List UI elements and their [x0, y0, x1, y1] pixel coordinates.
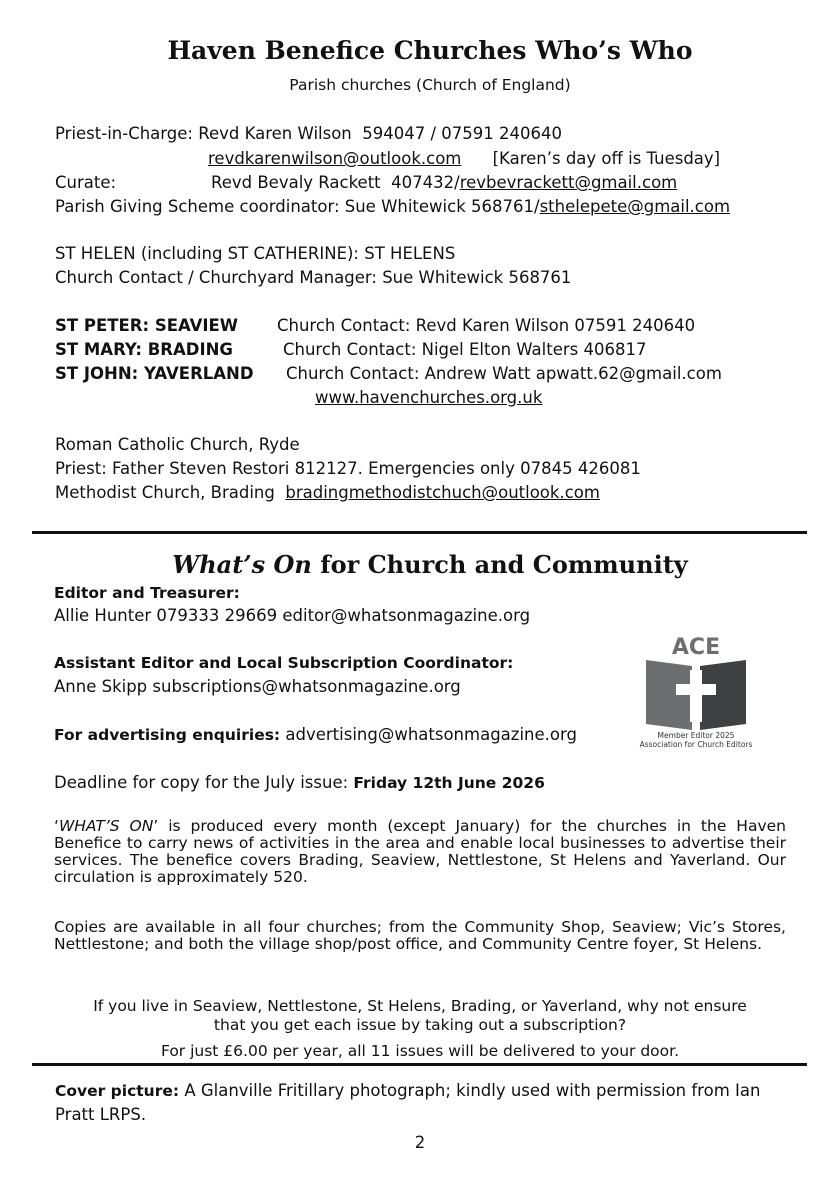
whatson-title-italic: What’s On	[172, 550, 312, 579]
giving-text: Parish Giving Scheme coordinator: Sue Whitewick 568761/	[55, 197, 540, 216]
giving-line	[55, 197, 730, 217]
ace-line-1: Member Editor 2025	[657, 731, 735, 740]
methodist-email-link[interactable]: bradingmethodistchuch@outlook.com	[285, 483, 600, 502]
curate-details	[211, 173, 677, 193]
cover-label: Cover picture:	[55, 1082, 180, 1100]
church-name-st-peter: ST PETER: SEAVIEW	[55, 316, 239, 335]
methodist-label: Methodist Church, Brading	[55, 483, 275, 502]
page-subtitle: Parish churches (Church of England)	[289, 76, 571, 94]
cover-picture-credit	[55, 1079, 805, 1127]
ace-line-2: Association for Church Editors	[639, 740, 753, 749]
methodist-line	[55, 483, 600, 503]
assistant-heading: Assistant Editor and Local Subscription Coordinator:	[54, 654, 514, 672]
church-contact-st-mary: Church Contact: Nigel Elton Walters 406817	[283, 340, 647, 359]
deadline-line	[54, 773, 545, 793]
ace-logo	[628, 630, 764, 752]
rc-priest: Priest: Father Steven Restori 812127. Emergencies only 07845 426081	[55, 459, 641, 478]
priest-label: Priest-in-Charge:	[55, 124, 193, 143]
curate-label: Curate:	[55, 173, 117, 192]
about-title-italic: WHAT’S ON	[58, 817, 154, 835]
st-helen-contact: Church Contact / Churchyard Manager: Sue Whitewick 568761	[55, 268, 572, 287]
about-quote-open: ‘	[54, 817, 59, 835]
ace-acronym: ACE	[671, 635, 721, 660]
priest-note: [Karen’s day off is Tuesday]	[492, 149, 721, 168]
church-name-st-john: ST JOHN: YAVERLAND	[55, 364, 254, 383]
curate-email-link[interactable]: revbevrackett@gmail.com	[459, 173, 678, 192]
about-paragraph	[54, 818, 786, 886]
footer-divider	[32, 1063, 807, 1066]
curate-name: Revd Bevaly Rackett	[211, 173, 381, 192]
advertising-label: For advertising enquiries:	[54, 726, 281, 744]
cover-text: A Glanville Fritillary photograph; kindly used with permission from Ian Pratt LRPS.	[55, 1081, 761, 1124]
copies-paragraph: Copies are available in all four churches; from the Community Shop, Seaview; Vic’s Stores, Nettlestone; and both the village shop/post office, and Community Centre foyer, St Helens.	[54, 918, 786, 953]
priest-name: Revd Karen Wilson	[198, 124, 352, 143]
priest-email-line	[208, 149, 720, 169]
about-text: ’ is produced every month (except January) for the churches in the Haven Benefice to carry news of activities in the area and enable local businesses to advertise their services. The benefice covers Brading, Seaview, Nettlestone, St Helens and Yaverland. Our circulation is approximately 520.	[54, 817, 786, 886]
giving-email-link[interactable]: sthelepete@gmail.com	[539, 197, 731, 216]
editor-heading: Editor and Treasurer:	[54, 584, 240, 602]
ace-book-cross-icon	[628, 630, 764, 752]
curate-phone: 407432/	[391, 173, 460, 192]
subscribe-line-3: For just £6.00 per year, all 11 issues will be delivered to your door.	[160, 1042, 680, 1060]
subscribe-line-2: that you get each issue by taking out a subscription?	[213, 1016, 627, 1034]
priest-phone: 594047 / 07591 240640	[362, 124, 563, 143]
st-helen-heading: ST HELEN (including ST CATHERINE): ST HELENS	[55, 244, 456, 263]
curate-line	[55, 173, 116, 193]
church-contact-st-peter: Church Contact: Revd Karen Wilson 07591 240640	[277, 316, 696, 335]
rc-church: Roman Catholic Church, Ryde	[55, 435, 300, 454]
priest-email-link[interactable]: revdkarenwilson@outlook.com	[208, 149, 462, 168]
editor-line: Allie Hunter 079333 29669 editor@whatsonmagazine.org	[54, 606, 531, 625]
page-title: Haven Benefice Churches Who’s Who	[167, 36, 693, 65]
church-contact-st-john: Church Contact: Andrew Watt apwatt.62@gmail.com	[286, 364, 722, 383]
priest-line	[55, 124, 562, 144]
assistant-line: Anne Skipp subscriptions@whatsonmagazine.org	[54, 677, 461, 696]
church-name-st-mary: ST MARY: BRADING	[55, 340, 233, 359]
deadline-text: Deadline for copy for the July issue:	[54, 773, 354, 792]
advertising-line	[54, 725, 577, 745]
subscribe-line-1: If you live in Seaview, Nettlestone, St Helens, Brading, or Yaverland, why not ensure	[93, 997, 747, 1015]
whatson-title	[0, 550, 840, 579]
whatson-title-rest: for Church and Community	[311, 550, 688, 579]
deadline-date: Friday 12th June 2026	[353, 774, 545, 792]
page-number: 2	[414, 1133, 426, 1152]
section-divider	[32, 531, 807, 534]
website-link[interactable]: www.havenchurches.org.uk	[315, 388, 543, 407]
advertising-email: advertising@whatsonmagazine.org	[280, 725, 577, 744]
